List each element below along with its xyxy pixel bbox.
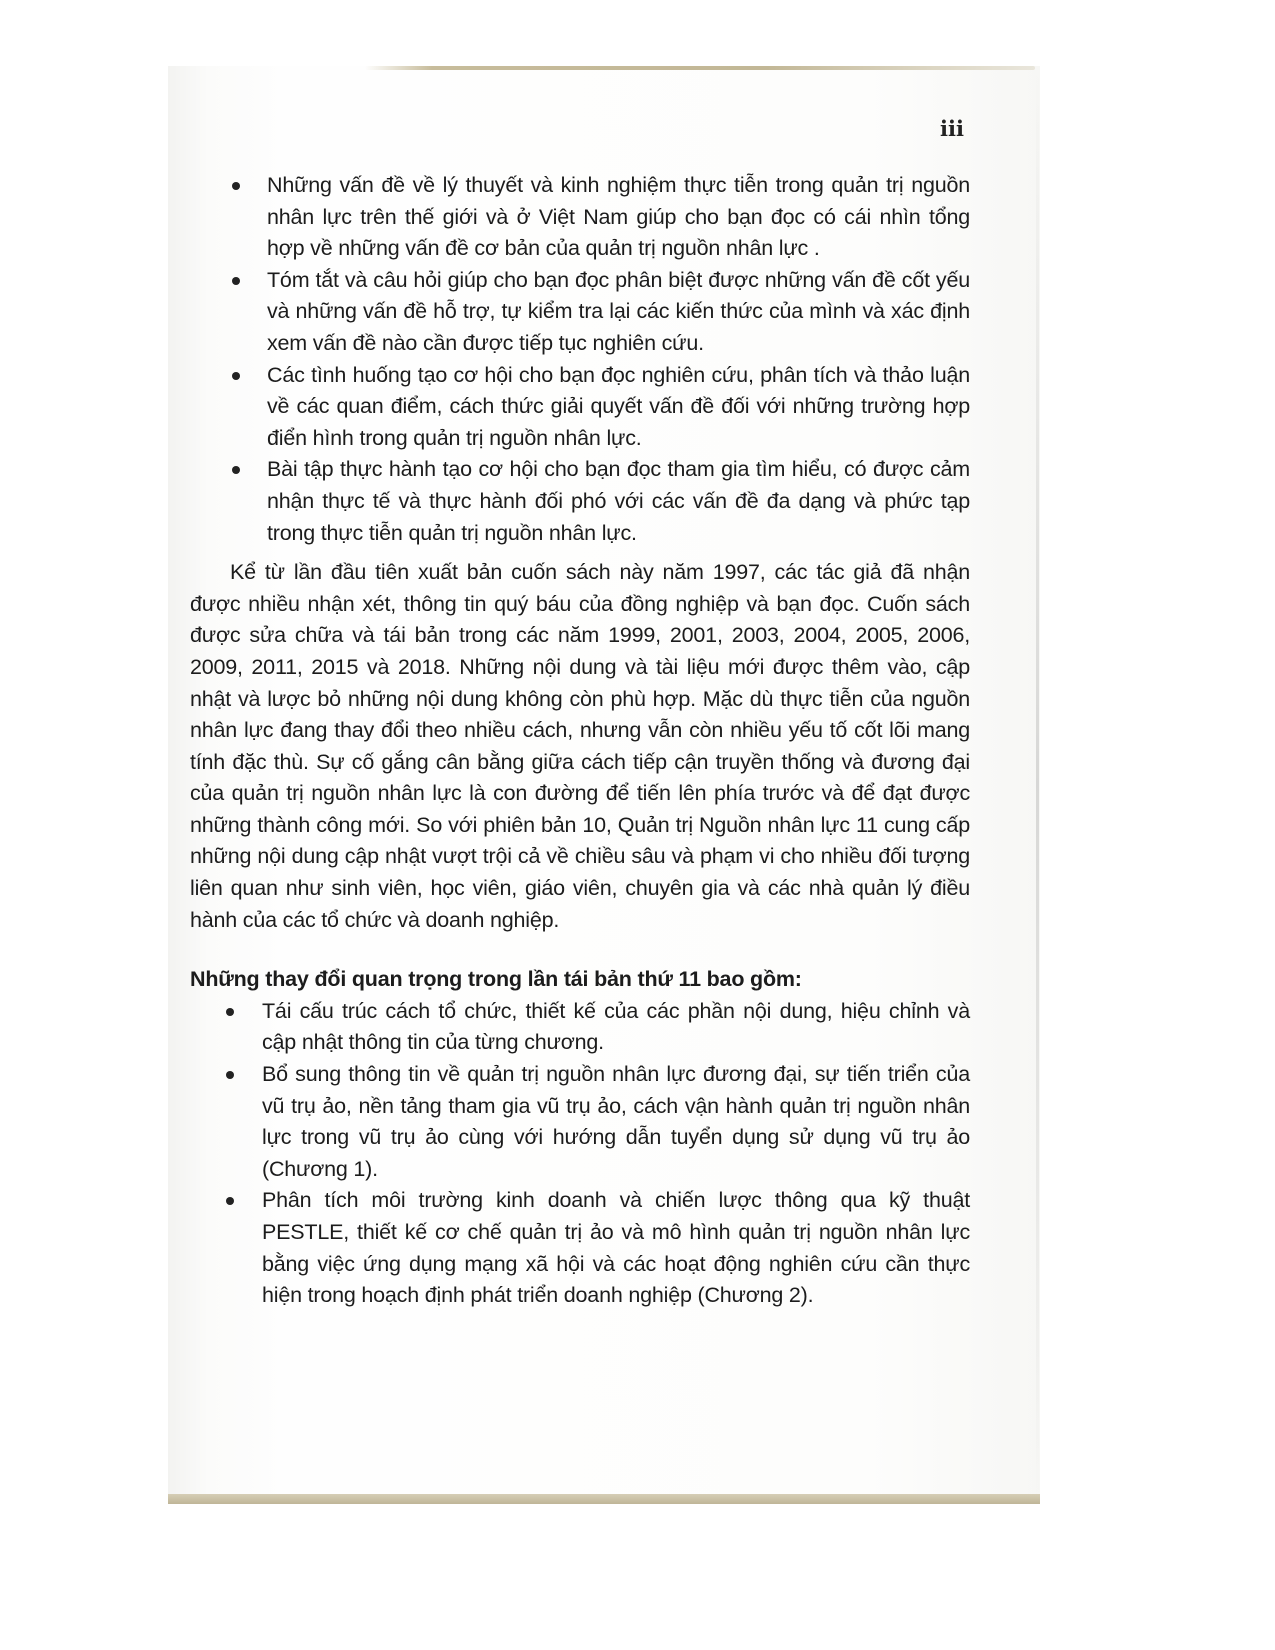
list-item — [190, 360, 970, 455]
bullet-icon — [232, 277, 240, 285]
section-heading: Những thay đổi quan trọng trong lần tái bản thứ 11 bao gồm: — [190, 967, 802, 992]
bullet-icon — [226, 1197, 234, 1205]
bullet-icon — [226, 1008, 234, 1016]
list-item-text: Các tình huống tạo cơ hội cho bạn đọc nghiên cứu, phân tích và thảo luận về các quan điểm, cách thức giải quyết vấn đề đối với những trường hợp điển hình trong quản trị nguồn nhân lực. — [267, 362, 970, 450]
body-paragraph: Kể từ lần đầu tiên xuất bản cuốn sách này năm 1997, các tác giả đã nhận được nhiều nhận xét, thông tin quý báu của đồng nghiệp và bạn đọc. Cuốn sách được sửa chữa và tái bản trong các năm 1999, 2001, 2003, 2004, 2005, 2006, 2009, 2011, 2015 và 2018. Những nội dung và tài liệu mới được thêm vào, cập nhật và lược bỏ những nội dung không còn phù hợp. Mặc dù thực tiễn của nguồn nhân lực đang thay đổi theo nhiều cách, nhưng vẫn còn nhiều yếu tố cốt lõi mang tính đặc thù. Sự cố gắng cân bằng giữa cách tiếp cận truyền thống và đương đại của quản trị nguồn nhân lực là con đường để tiến lên phía trước và để đạt được những thành công mới. So với phiên bản 10, Quản trị Nguồn nhân lực 11 cung cấp những nội dung cập nhật vượt trội cả về chiều sâu và phạm vi cho nhiều đối tượng liên quan như sinh viên, học viên, giáo viên, chuyên gia và các nhà quản lý điều hành của các tổ chức và doanh nghiệp. — [190, 560, 970, 932]
page-top-edge — [365, 66, 1035, 70]
bullet-icon — [232, 372, 240, 380]
bullet-icon — [232, 182, 240, 190]
features-bullet-list — [190, 170, 970, 549]
page-number: iii — [940, 116, 964, 141]
bullet-icon — [226, 1071, 234, 1079]
list-item-text: Phân tích môi trường kinh doanh và chiến lược thông qua kỹ thuật PESTLE, thiết kế cơ chế quản trị ảo và mô hình quản trị nguồn nhân lực bằng việc ứng dụng mạng xã hội và các hoạt động nghiên cứu cần thực hiện trong hoạch định phát triển doanh nghiệp (Chương 2). — [262, 1188, 970, 1308]
list-item — [190, 170, 970, 265]
page-right-edge — [1036, 70, 1039, 1500]
list-item-text: Tái cấu trúc cách tổ chức, thiết kế của các phần nội dung, hiệu chỉnh và cập nhật thông tin của từng chương. — [262, 998, 970, 1055]
changes-bullet-list — [190, 996, 970, 1312]
list-item-text: Bài tập thực hành tạo cơ hội cho bạn đọc tham gia tìm hiểu, có được cảm nhận thực tế và thực hành đối phó với các vấn đề đa dạng và phức tạp trong thực tiễn quản trị nguồn nhân lực. — [267, 457, 970, 545]
list-item-text: Tóm tắt và câu hỏi giúp cho bạn đọc phân biệt được những vấn đề cốt yếu và những vấn đề hỗ trợ, tự kiểm tra lại các kiến thức của mình và xác định xem vấn đề nào cần được tiếp tục nghiên cứu. — [267, 267, 970, 355]
list-item — [190, 1059, 970, 1185]
bullet-icon — [232, 466, 240, 474]
page-bottom-edge — [168, 1494, 1040, 1504]
page-content — [190, 170, 970, 1312]
list-item — [190, 1185, 970, 1311]
list-item — [190, 454, 970, 549]
list-item-text: Những vấn đề về lý thuyết và kinh nghiệm thực tiễn trong quản trị nguồn nhân lực trên thế giới và ở Việt Nam giúp cho bạn đọc có cái nhìn tổng hợp về những vấn đề cơ bản của quản trị nguồn nhân lực . — [267, 173, 970, 261]
list-item — [190, 996, 970, 1059]
list-item-text: Bổ sung thông tin về quản trị nguồn nhân lực đương đại, sự tiến triển của vũ trụ ảo, nền tảng tham gia vũ trụ ảo, cách vận hành quản trị nguồn nhân lực trong vũ trụ ảo cùng với hướng dẫn tuyển dụng sử dụng vũ trụ ảo (Chương 1). — [262, 1062, 970, 1181]
list-item — [190, 265, 970, 360]
